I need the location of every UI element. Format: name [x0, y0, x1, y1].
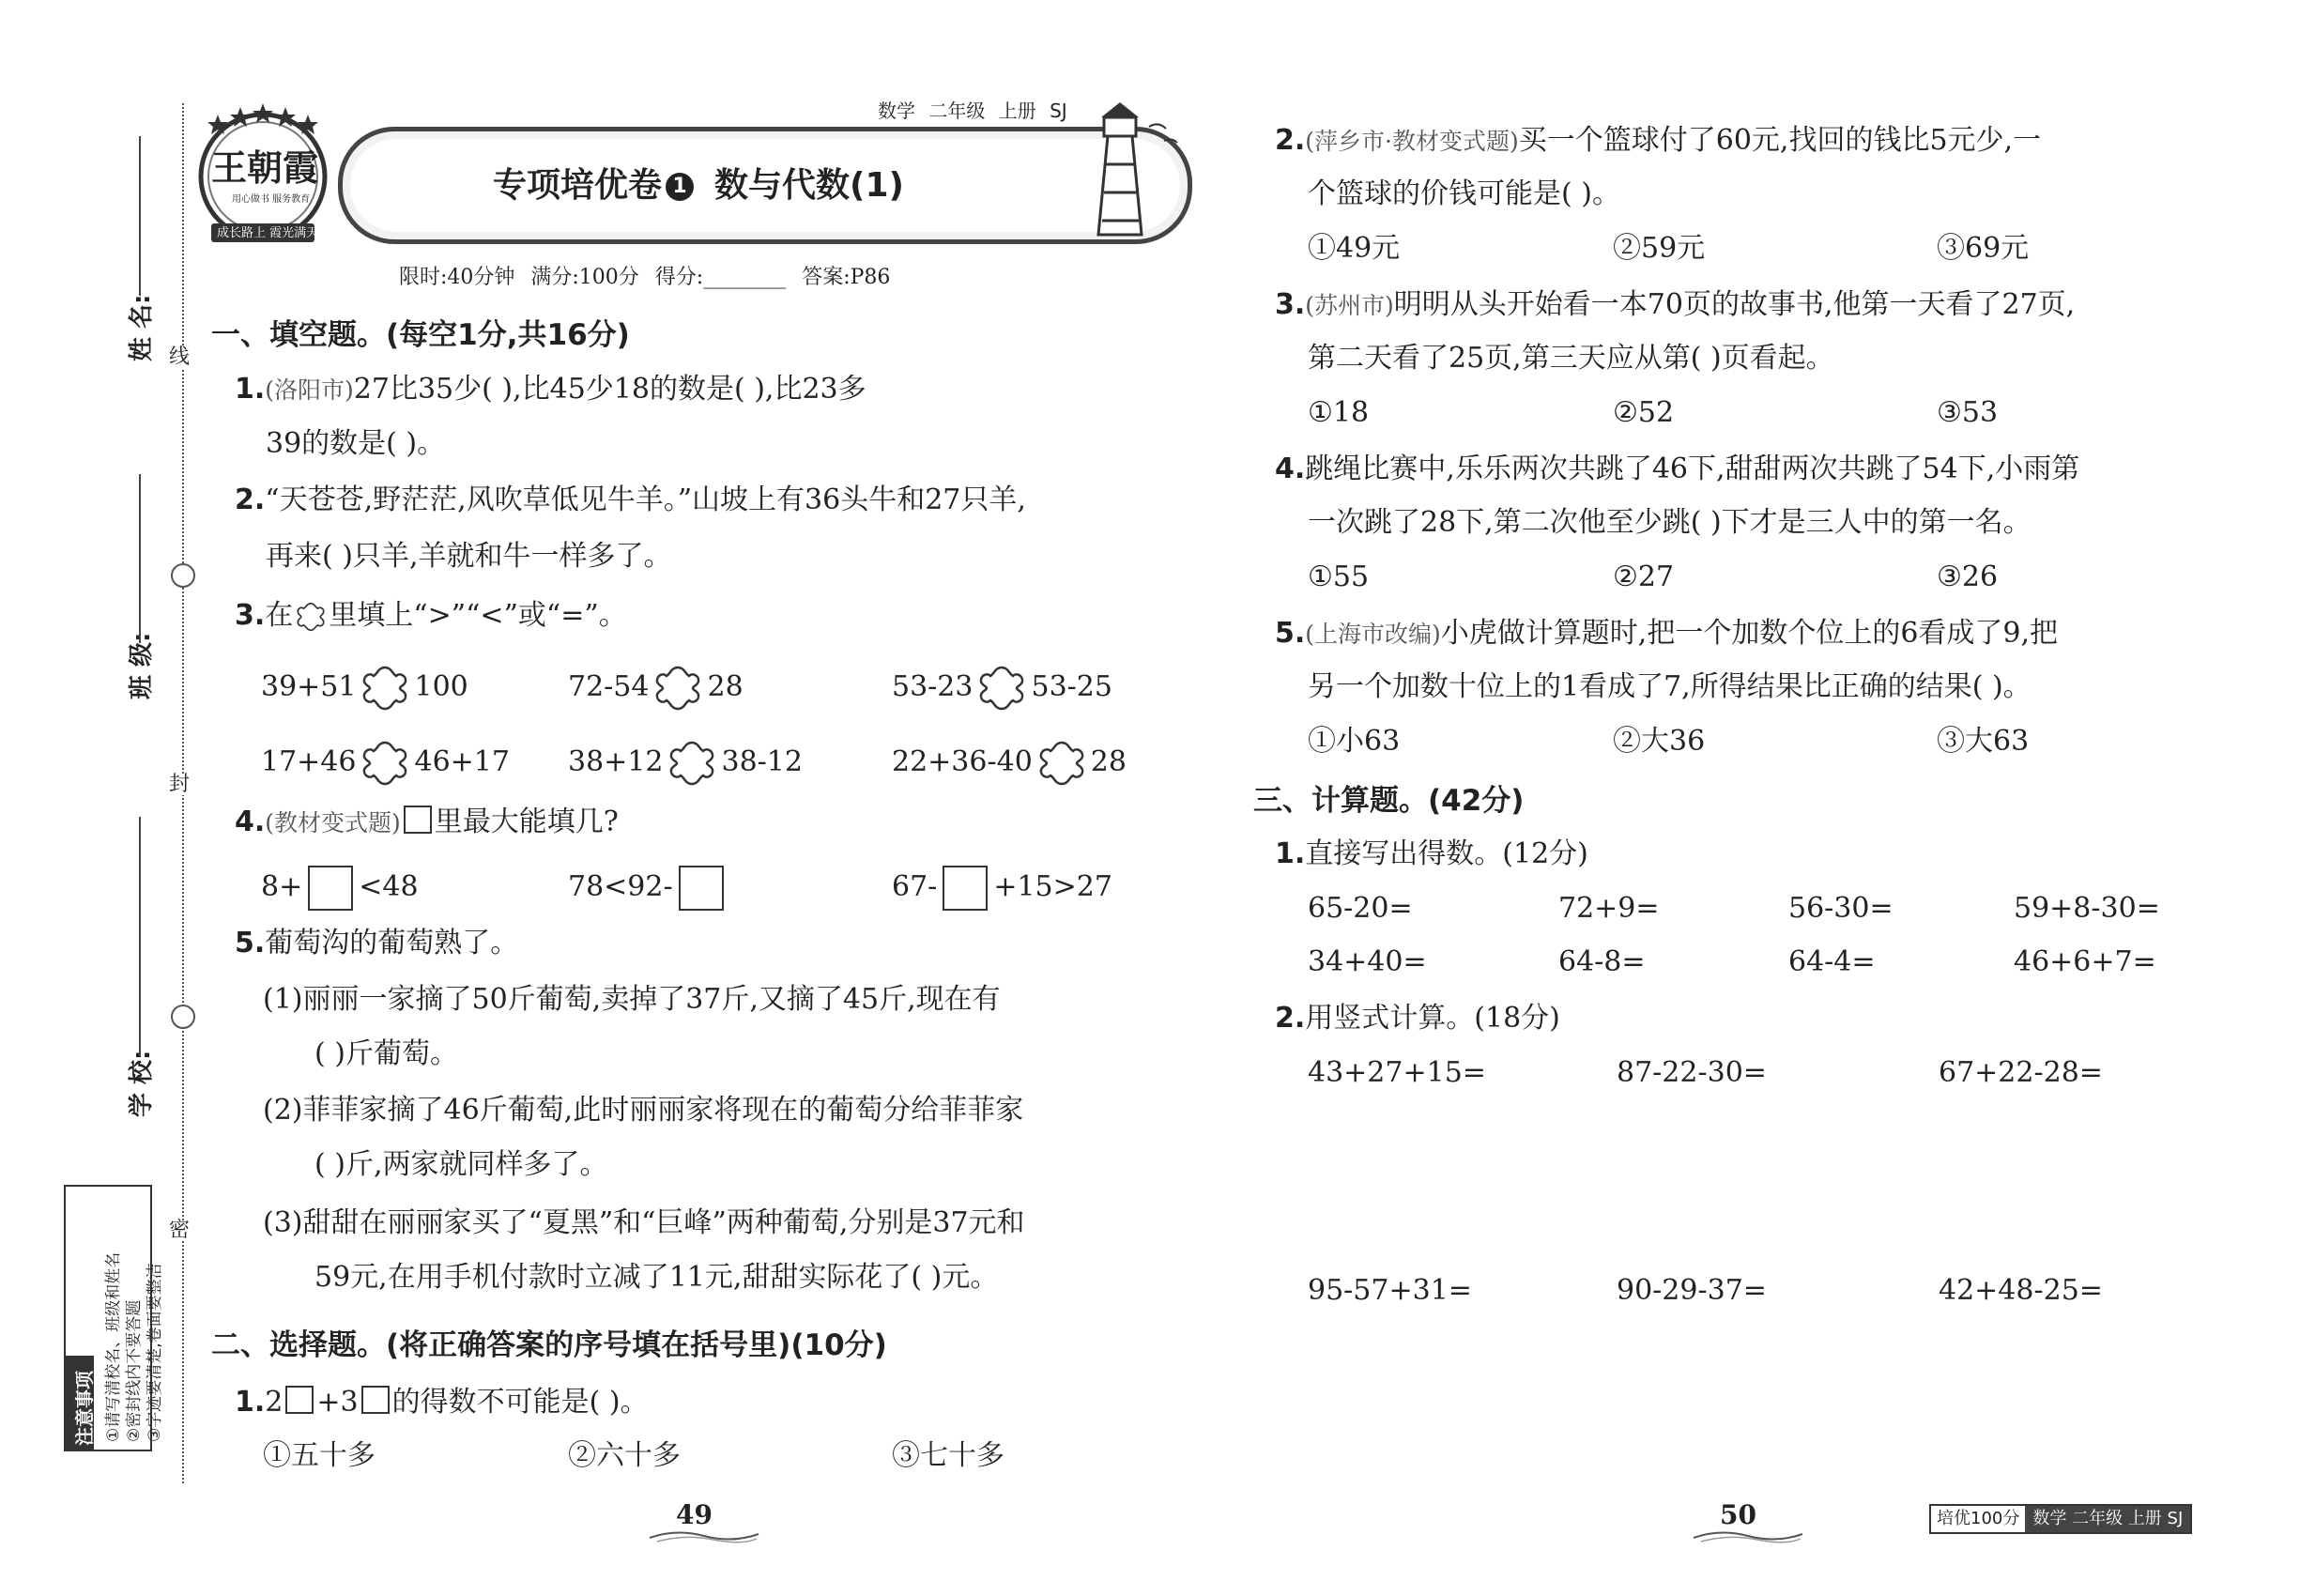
wave-ornament-icon	[648, 1527, 760, 1543]
header-logo	[192, 103, 333, 244]
logo-slogan-1: 用心做书 服务教育	[232, 194, 311, 205]
s3-q2-r2-c3: 42+48-25=	[1939, 1274, 2103, 1307]
s1-q5-p1-line2: ( )斤葡萄。	[314, 1037, 458, 1070]
footer-badge-brand: 培优100分	[1931, 1506, 2025, 1532]
s2-q4-line2: 一次跳了28下,第二次他至少跳( )下才是三人中的第一名。	[1308, 506, 2032, 539]
footer-badge-info: 数学 二年级 上册 SJ	[2025, 1506, 2190, 1532]
info-line: 限时:40分钟 满分:100分 得分:________ 答案:P86	[399, 266, 891, 289]
s3-q1-r1-c4: 59+8-30=	[2014, 892, 2160, 925]
seal-marker-secret: 密	[169, 1219, 191, 1242]
s2-q3-line2: 第二天看了25页,第三天应从第( )页看起。	[1308, 342, 1834, 375]
footer-badge	[1929, 1504, 2192, 1534]
seal-dot-1	[171, 563, 195, 588]
s2-q3-line1: 3.(苏州市)明明从头开始看一本70页的故事书,他第一天看了27页,	[1275, 288, 2076, 321]
s1-q1-text1: 27比35少( ),比45少18的数是( ),比23多	[353, 373, 866, 406]
s2-q3-opt3[interactable]: ③53	[1937, 396, 1999, 429]
title-banner	[338, 127, 1192, 244]
title-topic: 数与代数(1)	[714, 166, 904, 205]
s3-q1-prompt: 1.直接写出得数。(12分)	[1275, 837, 1588, 870]
s3-q2-num: 2.	[1275, 1002, 1306, 1035]
s1-q5-p3-line1: (3)甜甜在丽丽家买了“夏黑”和“巨峰”两种葡萄,分别是37元和	[263, 1206, 1025, 1239]
title-number-badge: 1	[666, 173, 694, 201]
s3-q1-r2-c3: 64-4=	[1788, 945, 1876, 978]
s2-q3-source: (苏州市)	[1305, 292, 1394, 319]
s2-q5-line2: 另一个加数十位上的1看成了7,所得结果比正确的结果( )。	[1308, 670, 2032, 703]
s2-q2-opt1[interactable]: ①49元	[1308, 232, 1401, 265]
page-title	[493, 166, 904, 205]
s2-q2-line2: 个篮球的价钱可能是( )。	[1308, 177, 1620, 210]
notice-1: ①请写清校名、班级和姓名	[104, 1251, 123, 1442]
s2-q5-num: 5.	[1275, 617, 1306, 650]
s2-q1-opt1[interactable]: ①五十多	[263, 1439, 376, 1472]
s2-q2-opt3[interactable]: ③69元	[1937, 232, 2030, 265]
s3-q1-r2-c2: 64-8=	[1558, 945, 1646, 978]
s1-q4-num: 4.	[235, 806, 266, 838]
s2-q4-line1: 4.跳绳比赛中,乐乐两次共跳了46下,甜甜两次共跳了54下,小雨第	[1275, 453, 2080, 485]
name-label: 姓 名:	[128, 294, 156, 361]
s2-q1-opt2[interactable]: ②六十多	[568, 1439, 681, 1472]
class-label: 班 级:	[128, 632, 156, 699]
s2-q2-line1: 2.(萍乡市·教材变式题)买一个篮球付了60元,找回的钱比5元少,一	[1275, 124, 2042, 157]
answer-box[interactable]	[943, 866, 988, 911]
s2-q2-source: (萍乡市·教材变式题)	[1305, 128, 1519, 155]
s3-q1-r1-c3: 56-30=	[1788, 892, 1894, 925]
s1-q4-item1: 8+ <48	[261, 866, 419, 911]
school-label: 学 校:	[128, 1050, 156, 1117]
section1-heading: 一、填空题。(每空1分,共16分)	[211, 318, 630, 352]
s2-q4-opt3[interactable]: ③26	[1937, 560, 1999, 593]
s1-q5-p1-line1: (1)丽丽一家摘了50斤葡萄,卖掉了37斤,又摘了45斤,现在有	[263, 983, 1001, 1016]
s2-q5-opt3[interactable]: ③大63	[1937, 725, 2030, 758]
flower-blank-icon[interactable]	[1038, 740, 1085, 787]
header-meta: 数学 二年级 上册 SJ	[878, 100, 1067, 122]
s2-q5-source: (上海市改编)	[1305, 621, 1441, 648]
s1-q1-num: 1.	[235, 373, 266, 406]
lighthouse-icon	[1080, 99, 1183, 239]
notice-2: ②密封线内不要答题	[125, 1299, 144, 1442]
s1-q4-item2: 78<92-	[568, 866, 729, 911]
section3-heading: 三、计算题。(42分)	[1253, 784, 1525, 818]
s1-q3-row1-item3: 53-23 53-25	[892, 665, 1112, 712]
s1-q3-row2-item3: 22+36-40 28	[892, 740, 1127, 787]
page-number-left: 49	[676, 1499, 713, 1530]
s1-q1-line1	[235, 373, 866, 406]
square-icon	[285, 1386, 314, 1414]
s2-q1-opt3[interactable]: ③七十多	[892, 1439, 1004, 1472]
s3-q1-r1-c2: 72+9=	[1558, 892, 1660, 925]
s1-q5-num: 5.	[235, 927, 266, 959]
answer-box[interactable]	[308, 866, 353, 911]
notice-title: 注意事项	[66, 1356, 94, 1450]
s1-q2-num: 2.	[235, 483, 266, 516]
s2-q3-opt1[interactable]: ①18	[1308, 396, 1370, 429]
notice-box	[64, 1185, 164, 1451]
s1-q5-p2-line1: (2)菲菲家摘了46斤葡萄,此时丽丽家将现在的葡萄分给菲菲家	[263, 1094, 1024, 1127]
s2-q1-line1: 1.2 +3 的得数不可能是( )。	[235, 1386, 649, 1419]
wave-ornament-icon	[1692, 1527, 1804, 1543]
flower-blank-icon[interactable]	[978, 665, 1025, 712]
name-line	[139, 136, 141, 296]
s1-q3-row1-item1: 39+51 100	[261, 665, 468, 712]
seal-dot-2	[171, 1005, 195, 1029]
s2-q5-opt1[interactable]: ①小63	[1308, 725, 1401, 758]
binding-margin	[0, 0, 191, 1596]
s1-q2-line1	[235, 483, 1026, 516]
s2-q3-num: 3.	[1275, 288, 1306, 321]
s1-q5-p2-line2: ( )斤,两家就同样多了。	[314, 1148, 608, 1181]
square-icon	[404, 806, 432, 834]
section2-heading: 二、选择题。(将正确答案的序号填在括号里)(10分)	[211, 1328, 887, 1362]
s3-q2-r2-c2: 90-29-37=	[1617, 1274, 1767, 1307]
s2-q4-opt2[interactable]: ②27	[1613, 560, 1675, 593]
logo-text: 王朝霞	[211, 146, 319, 189]
s1-q4-prompt: 4.(教材变式题) 里最大能填几?	[235, 806, 619, 838]
s1-q4-item3: 67- +15>27	[892, 866, 1112, 911]
s3-q1-r1-c1: 65-20=	[1308, 892, 1413, 925]
s2-q5-line1: 5.(上海市改编)小虎做计算题时,把一个加数个位上的6看成了9,把	[1275, 617, 2059, 650]
class-line	[139, 474, 141, 643]
school-line	[139, 817, 141, 1056]
flower-blank-icon[interactable]	[668, 740, 715, 787]
flower-blank-icon[interactable]	[361, 740, 408, 787]
flower-icon	[295, 601, 327, 633]
s3-q1-num: 1.	[1275, 837, 1306, 870]
s2-q2-opt2[interactable]: ②59元	[1613, 232, 1706, 265]
s1-q3-row2-item2: 38+12 38-12	[568, 740, 803, 787]
s1-q5-p3-line2: 59元,在用手机付款时立减了11元,甜甜实际花了( )元。	[314, 1261, 999, 1294]
s2-q4-opt1[interactable]: ①55	[1308, 560, 1370, 593]
s1-q3-prompt: 3.在 里填上“>”“<”或“=”。	[235, 599, 627, 632]
answer-box[interactable]	[679, 866, 724, 911]
page-number-right: 50	[1720, 1499, 1756, 1530]
s1-q4-source: (教材变式题)	[265, 809, 401, 836]
s3-q1-r2-c4: 46+6+7=	[2014, 945, 2156, 978]
s1-q3-num: 3.	[235, 599, 266, 632]
title-text: 专项培优卷	[493, 166, 663, 205]
s1-q1-source: (洛阳市)	[265, 376, 354, 404]
s2-q1-num: 1.	[235, 1386, 266, 1419]
s2-q3-opt2[interactable]: ②52	[1613, 396, 1675, 429]
s3-q2-r1-c1: 43+27+15=	[1308, 1056, 1486, 1089]
s2-q4-num: 4.	[1275, 453, 1306, 485]
s3-q1-r2-c1: 34+40=	[1308, 945, 1427, 978]
s3-q2-r2-c1: 95-57+31=	[1308, 1274, 1472, 1307]
s3-q2-r1-c3: 67+22-28=	[1939, 1056, 2103, 1089]
notice-3: ③字迹要清楚,卷面要整洁	[146, 1263, 164, 1442]
flower-blank-icon[interactable]	[654, 665, 701, 712]
seal-marker-seal: 封	[169, 773, 191, 796]
s3-q2-r1-c2: 87-22-30=	[1617, 1056, 1767, 1089]
s3-q2-prompt: 2.用竖式计算。(18分)	[1275, 1002, 1560, 1035]
s1-q2-line2: 再来( )只羊,羊就和牛一样多了。	[266, 540, 672, 573]
s2-q2-num: 2.	[1275, 124, 1306, 157]
s1-q1-line2: 39的数是( )。	[266, 427, 446, 460]
logo-slogan-2: 成长路上 霞光满天	[217, 226, 319, 240]
s1-q5-prompt: 5.葡萄沟的葡萄熟了。	[235, 927, 519, 959]
flower-blank-icon[interactable]	[361, 665, 408, 712]
s1-q2-text1: “天苍苍,野茫茫,风吹草低见牛羊。”山坡上有36头牛和27只羊,	[265, 483, 1026, 516]
s1-q3-row2-item1: 17+46 46+17	[261, 740, 510, 787]
s2-q5-opt2[interactable]: ②大36	[1613, 725, 1706, 758]
seal-marker-line: 线	[169, 345, 191, 369]
s1-q3-row1-item2: 72-54 28	[568, 665, 744, 712]
square-icon	[361, 1386, 390, 1414]
